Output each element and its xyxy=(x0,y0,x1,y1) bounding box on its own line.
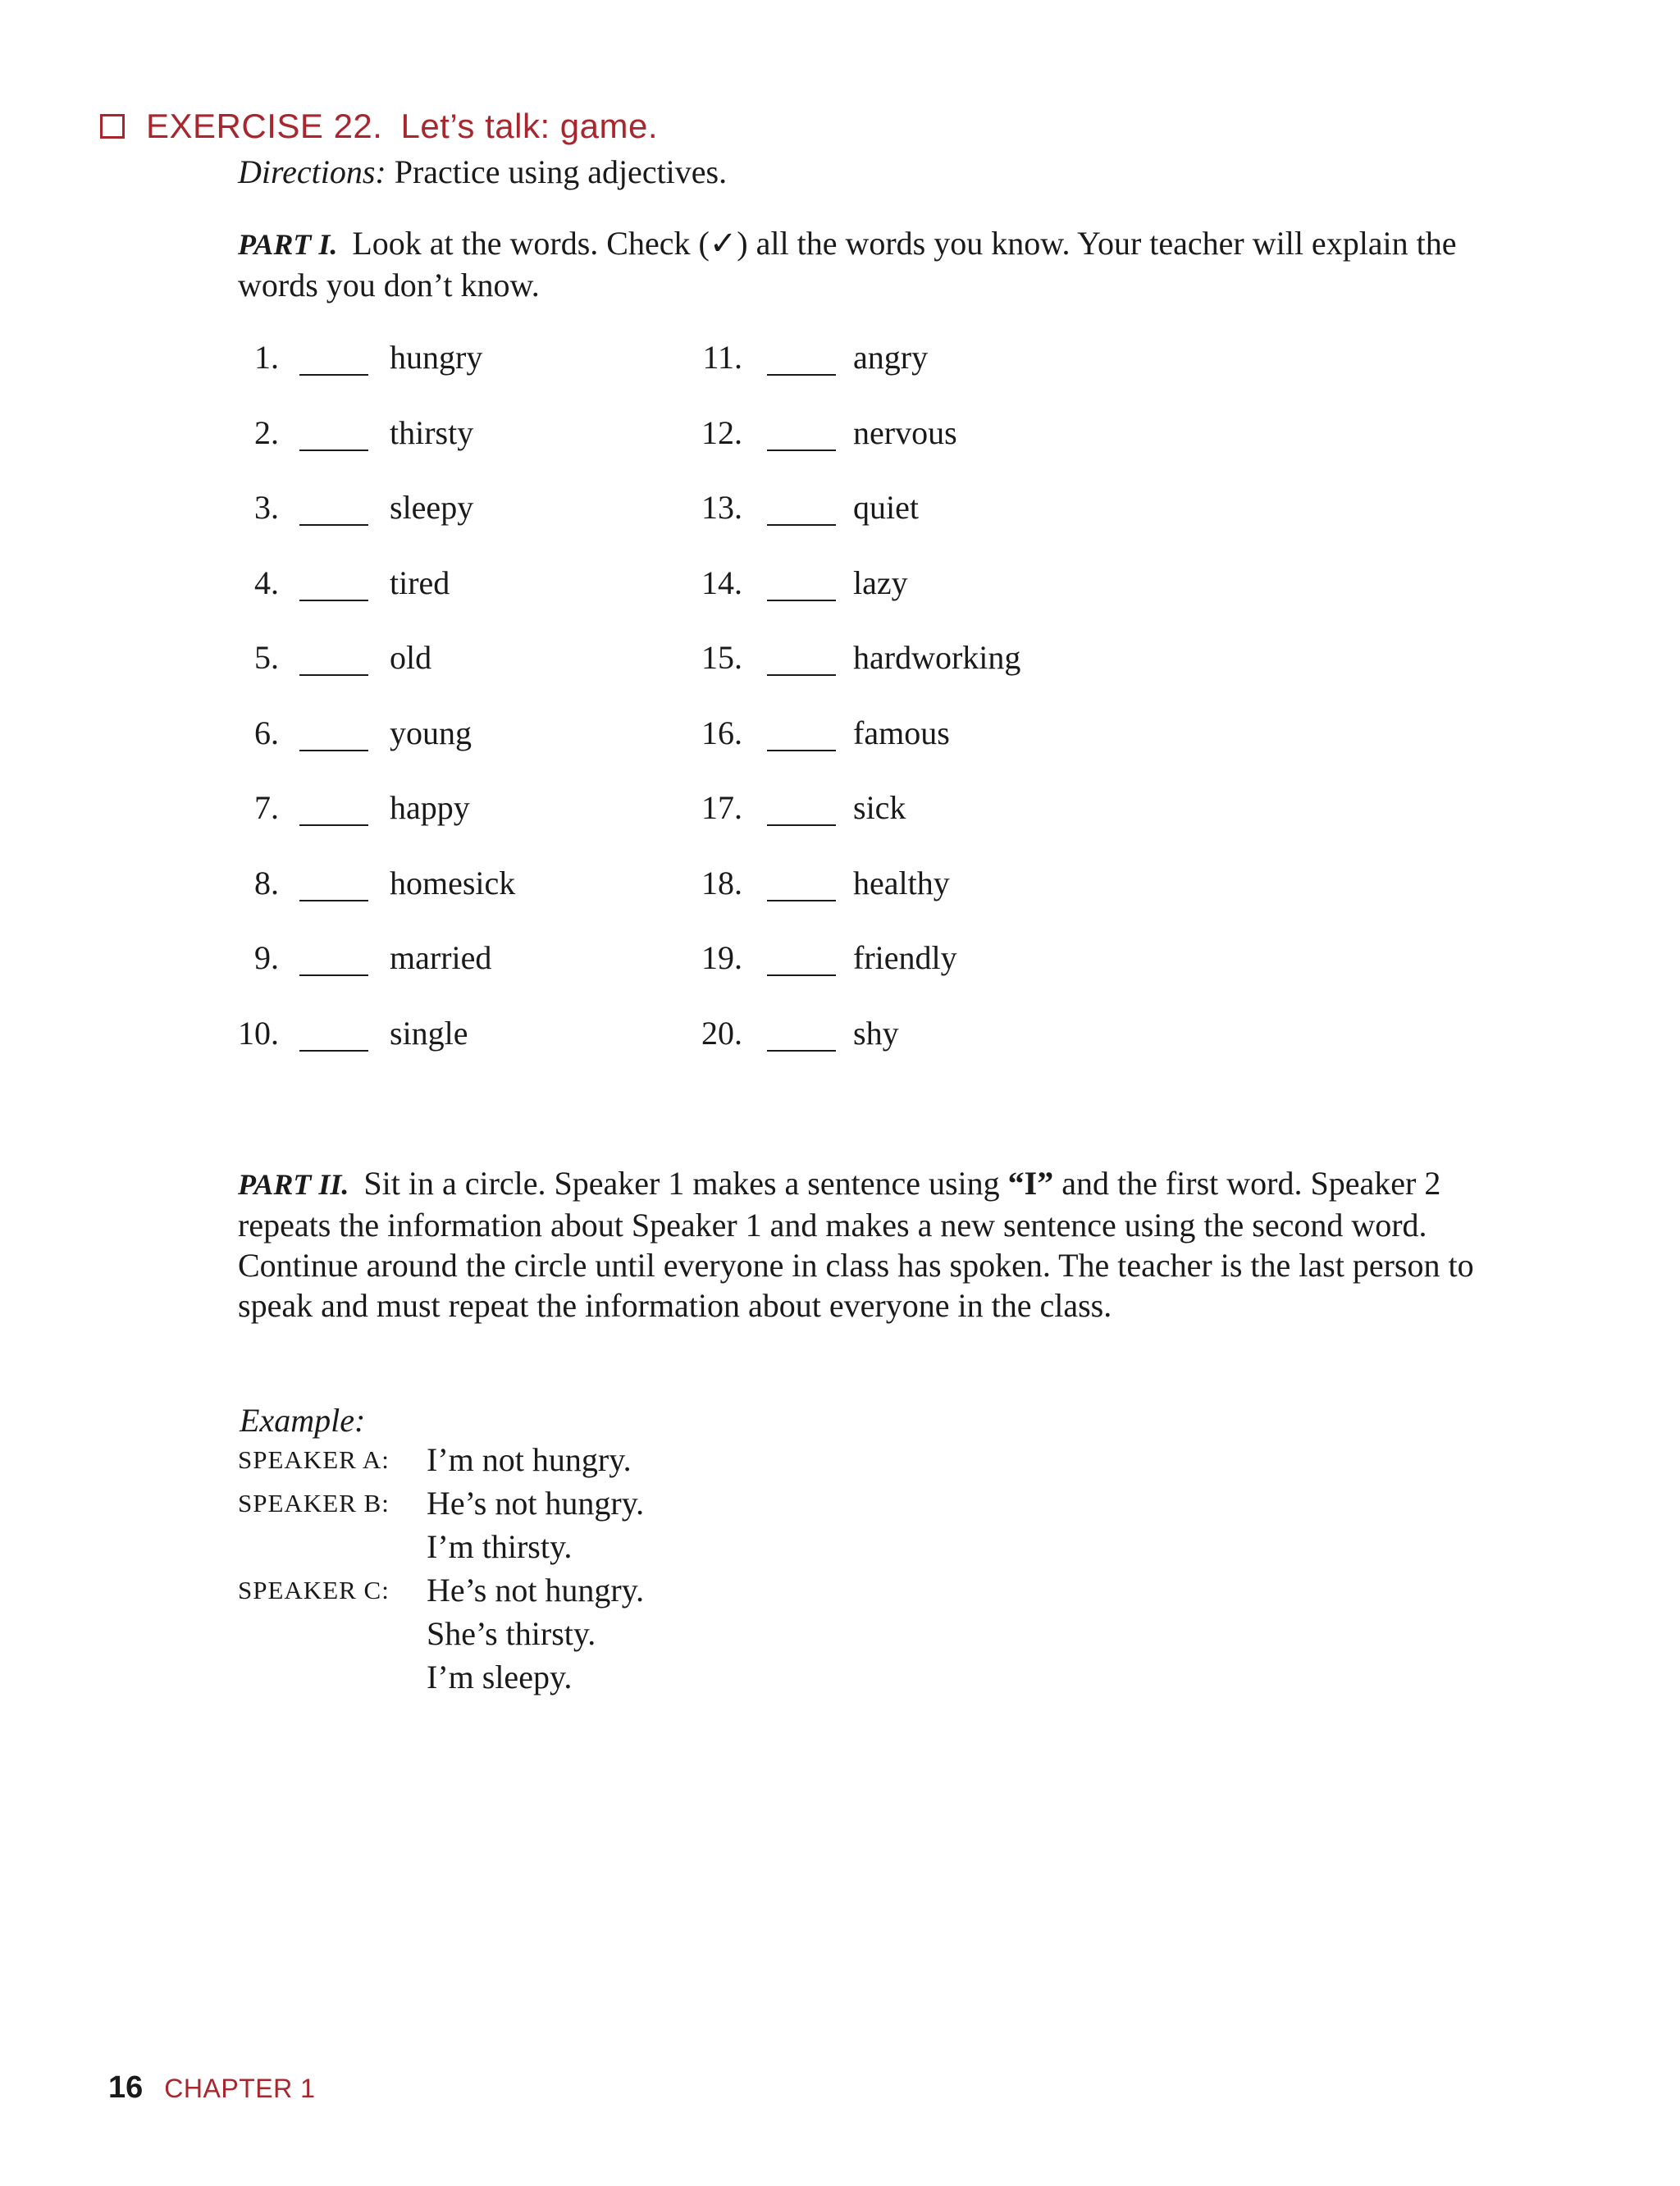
item-word: lazy xyxy=(853,564,908,601)
item-word: happy xyxy=(390,789,470,826)
directions-text: Practice using adjectives. xyxy=(394,153,728,190)
check-blank[interactable] xyxy=(767,974,836,976)
check-blank[interactable] xyxy=(767,674,836,676)
item-number: 13. xyxy=(701,489,742,526)
check-blank[interactable] xyxy=(299,900,368,901)
item-word: shy xyxy=(853,1014,899,1052)
part2-instructions xyxy=(238,1163,1518,1326)
item-word: thirsty xyxy=(390,413,474,451)
check-blank[interactable] xyxy=(767,1050,836,1052)
item-number: 15. xyxy=(701,639,742,676)
exercise-number: EXERCISE 22. xyxy=(146,107,383,145)
item-number: 19. xyxy=(701,939,742,976)
part2-text-before: Sit in a circle. Speaker 1 makes a sentence using xyxy=(363,1165,1008,1202)
check-blank[interactable] xyxy=(299,750,368,751)
speaker-label: SPEAKER C: xyxy=(238,1576,390,1604)
item-word: married xyxy=(390,939,492,976)
chapter-label: CHAPTER 1 xyxy=(164,2074,316,2103)
exercise-header xyxy=(100,107,658,146)
item-number: 8. xyxy=(254,864,279,901)
part1-text: Look at the words. Check (✓) all the words you know. Your teacher will explain the words you don’t know. xyxy=(238,225,1457,303)
check-blank[interactable] xyxy=(299,600,368,601)
check-blank[interactable] xyxy=(299,374,368,376)
item-number: 14. xyxy=(701,564,742,601)
item-number: 20. xyxy=(701,1014,742,1052)
page-footer xyxy=(108,2070,315,2106)
item-word: single xyxy=(390,1014,468,1052)
directions xyxy=(238,152,1518,192)
check-blank[interactable] xyxy=(767,600,836,601)
item-number: 1. xyxy=(254,339,279,376)
item-word: sick xyxy=(853,789,906,826)
item-number: 3. xyxy=(254,489,279,526)
utterance: She’s thirsty. xyxy=(427,1615,596,1652)
item-number: 4. xyxy=(254,564,279,601)
item-word: hungry xyxy=(390,339,483,376)
item-number: 18. xyxy=(701,864,742,901)
item-word: nervous xyxy=(853,413,957,451)
check-blank[interactable] xyxy=(767,450,836,451)
item-word: quiet xyxy=(853,489,919,526)
utterance: I’m sleepy. xyxy=(427,1659,573,1695)
item-word: tired xyxy=(390,564,450,601)
item-number: 11. xyxy=(702,339,742,376)
part2-text-after: and the first word. Speaker 2 repeats the information about Speaker 1 and makes a new sentence using the second word. Continue around the circle until everyone in class has spoken. The teacher is the last person to speak and must repeat the information about everyone in the class. xyxy=(238,1165,1474,1324)
utterance: He’s not hungry. xyxy=(427,1485,645,1522)
item-word: homesick xyxy=(390,864,516,901)
item-word: famous xyxy=(853,714,950,751)
checkbox-icon xyxy=(100,114,125,139)
page-number: 16 xyxy=(108,2070,144,2105)
item-number: 17. xyxy=(701,789,742,826)
check-blank[interactable] xyxy=(299,974,368,976)
check-blank[interactable] xyxy=(767,750,836,751)
directions-label: Directions: xyxy=(238,153,386,190)
utterance: I’m thirsty. xyxy=(427,1528,573,1565)
item-number: 6. xyxy=(254,714,279,751)
item-word: young xyxy=(390,714,472,751)
item-number: 2. xyxy=(254,413,279,451)
item-number: 12. xyxy=(701,413,742,451)
item-number: 5. xyxy=(254,639,279,676)
example-label: Example: xyxy=(240,1402,366,1439)
item-word: old xyxy=(390,639,432,676)
check-blank[interactable] xyxy=(299,450,368,451)
item-number: 7. xyxy=(254,789,279,826)
utterance: He’s not hungry. xyxy=(427,1572,645,1609)
check-blank[interactable] xyxy=(299,674,368,676)
check-blank[interactable] xyxy=(767,824,836,826)
speaker-label: SPEAKER B: xyxy=(238,1489,390,1517)
exercise-title: Let’s talk: game. xyxy=(400,107,659,145)
item-number: 9. xyxy=(254,939,279,976)
item-word: friendly xyxy=(853,939,957,976)
item-word: sleepy xyxy=(390,489,474,526)
part1-instructions xyxy=(238,223,1518,305)
item-number: 10. xyxy=(238,1014,279,1052)
check-blank[interactable] xyxy=(767,374,836,376)
check-blank[interactable] xyxy=(299,824,368,826)
part2-emphasis: “I” xyxy=(1007,1165,1054,1202)
item-word: angry xyxy=(853,339,929,376)
check-blank[interactable] xyxy=(767,524,836,526)
part2-label: PART II. xyxy=(238,1168,349,1201)
item-word: healthy xyxy=(853,864,950,901)
utterance: I’m not hungry. xyxy=(427,1441,632,1478)
check-blank[interactable] xyxy=(299,524,368,526)
speaker-label: SPEAKER A: xyxy=(238,1445,390,1474)
check-blank[interactable] xyxy=(299,1050,368,1052)
check-blank[interactable] xyxy=(767,900,836,901)
item-word: hardworking xyxy=(853,639,1021,676)
item-number: 16. xyxy=(701,714,742,751)
part1-label: PART I. xyxy=(238,228,338,261)
